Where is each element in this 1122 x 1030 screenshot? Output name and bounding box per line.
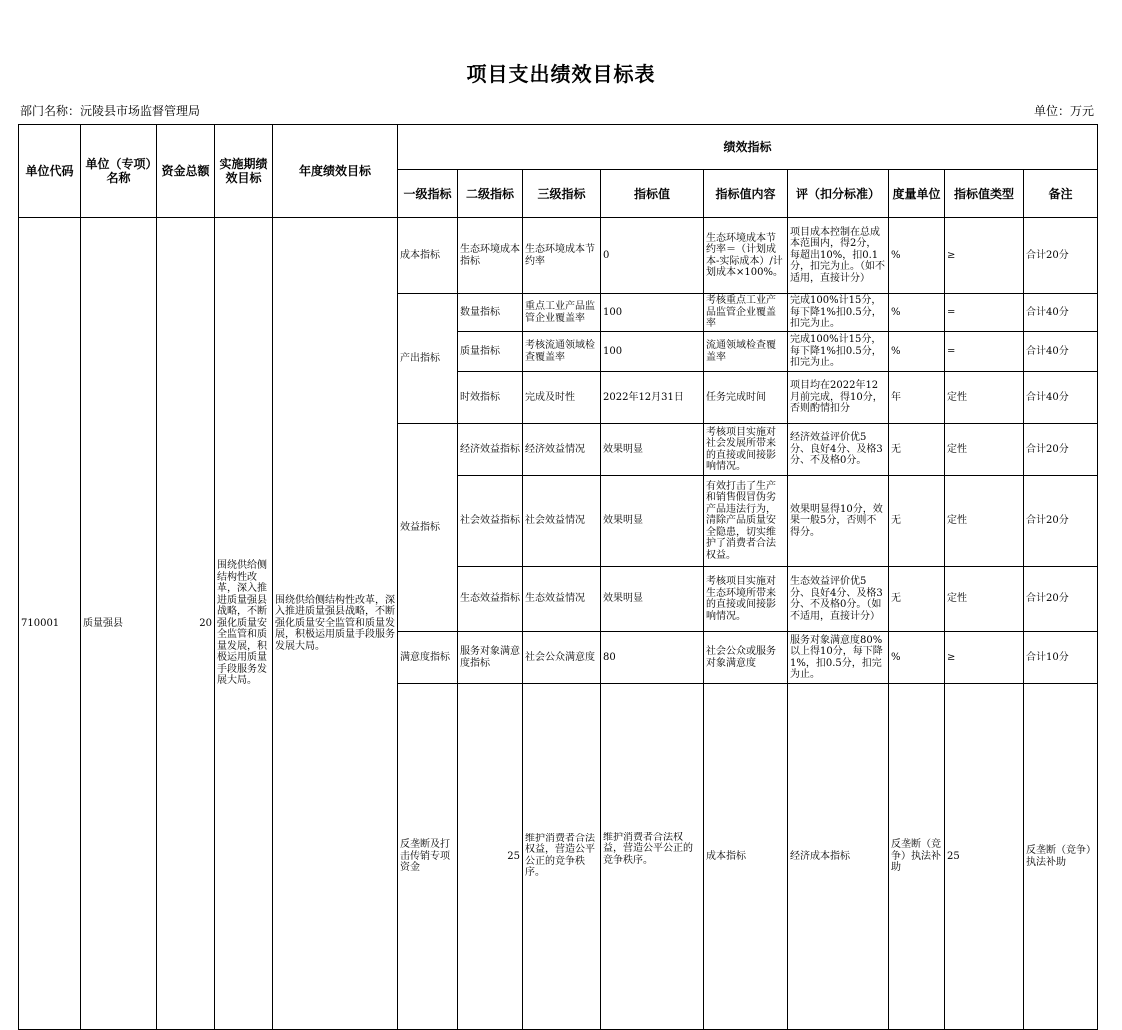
value-cell: 0	[601, 218, 704, 294]
scoring-cell: 完成100%计15分，每下降1%扣0.5分，扣完为止。	[788, 332, 889, 372]
level3-cell: 社会公众满意度	[523, 632, 601, 684]
unit-code-cell: 710001	[19, 218, 81, 1030]
unit-cell: %	[889, 332, 945, 372]
scoring-cell: 项目成本控制在总成本范围内，得2分，每超出10%，扣0.1分，扣完为止。（如不适用，直接计分）	[788, 218, 889, 294]
scoring-cell: 完成100%计15分，每下降1%扣0.5分，扣完为止。	[788, 294, 889, 332]
annual-goal-cell: 围绕供给侧结构性改革，深入推进质量强县战略，不断强化质量安全监管和质量发展，积极运用质量手段服务发展大局。	[273, 218, 398, 1030]
header-content: 指标值内容	[704, 170, 788, 218]
remark-cell: 合计10分	[1024, 632, 1098, 684]
level2-cell: 经济成本指标	[788, 684, 889, 1030]
scoring-cell: 项目均在2022年12月前完成，得10分，否则酌情扣分	[788, 372, 889, 424]
content-cell: 流通领域检查覆盖率	[704, 332, 788, 372]
header-remark: 备注	[1024, 170, 1098, 218]
scoring-cell: 生态效益评价优5分、良好4分、及格3分、不及格0分。（如不适用，直接计分）	[788, 567, 889, 632]
annual-goal-cell	[601, 684, 704, 1030]
header-value-type: 指标值类型	[945, 170, 1024, 218]
page-title: 项目支出绩效目标表	[466, 62, 656, 86]
level1-cell: 效益指标	[398, 424, 458, 632]
level1-cell: 满意度指标	[398, 632, 458, 684]
unit-cell: 年	[889, 372, 945, 424]
remark-cell: 合计40分	[1024, 372, 1098, 424]
value-cell: 效果明显	[601, 476, 704, 567]
type-cell: =	[945, 332, 1024, 372]
header-annual-goal: 年度绩效目标	[273, 125, 398, 218]
level3-cell: 完成及时性	[523, 372, 601, 424]
performance-table	[18, 124, 1098, 1030]
level3-cell: 经济效益情况	[523, 424, 601, 476]
level2-cell: 经济效益指标	[458, 424, 523, 476]
scoring-cell: 经济效益评价优5分、良好4分、及格3分、不及格0分。	[788, 424, 889, 476]
level2-cell: 质量指标	[458, 332, 523, 372]
header-total-funds: 资金总额	[157, 125, 215, 218]
header-unit-code: 单位代码	[19, 125, 81, 218]
value-cell: 100	[601, 332, 704, 372]
content-cell: 考核重点工业产品监管企业覆盖率	[704, 294, 788, 332]
level2-cell: 时效指标	[458, 372, 523, 424]
content-cell: 有效打击了生产和销售假冒伪劣产品违法行为，清除产品质量安全隐患，切实维护了消费者合法权益。	[704, 476, 788, 567]
level1-cell: 成本指标	[398, 218, 458, 294]
header-unit-name: 单位（专项）名称	[81, 125, 157, 218]
level2-cell: 生态环境成本指标	[458, 218, 523, 294]
scoring-cell: 服务对象满意度80%以上得10分，每下降1%，扣0.5分，扣完为止。	[788, 632, 889, 684]
remark-cell: 合计20分	[1024, 218, 1098, 294]
project-name-cell: 质量强县	[81, 218, 157, 1030]
level3-cell: 考核流通领域检查覆盖率	[523, 332, 601, 372]
content-cell: 生态环境成本节约率＝（计划成本-实际成本）/计划成本×100%。	[704, 218, 788, 294]
type-cell: ≥	[945, 632, 1024, 684]
level2-cell: 社会效益指标	[458, 476, 523, 567]
type-cell: 定性	[945, 424, 1024, 476]
value-cell: 100	[601, 294, 704, 332]
period-goal-cell: 围绕供给侧结构性改革，深入推进质量强县战略，不断强化质量安全监管和质量发展，积极运用质量手段服务发展大局。	[215, 218, 273, 1030]
unit-cell: %	[889, 632, 945, 684]
unit-cell: 无	[889, 567, 945, 632]
header-value: 指标值	[601, 170, 704, 218]
remark-cell: 合计20分	[1024, 424, 1098, 476]
value-cell: 80	[601, 632, 704, 684]
header-level3: 三级指标	[523, 170, 601, 218]
header-level2: 二级指标	[458, 170, 523, 218]
level3-cell: 生态效益情况	[523, 567, 601, 632]
scoring-cell: 效果明显得10分，效果一般5分，否则不得分。	[788, 476, 889, 567]
header-scoring: 评（扣分标准）	[788, 170, 889, 218]
value-cell: 2022年12月31日	[601, 372, 704, 424]
level3-cell: 社会效益情况	[523, 476, 601, 567]
remark-cell: 合计40分	[1024, 294, 1098, 332]
annual-goal-text: 维护消费者合法权益，营造公平公正的竞争秩序。	[603, 831, 693, 866]
content-cell: 考核项目实施对生态环境所带来的直接或间接影响情况。	[704, 567, 788, 632]
project-name-cell: 反垄断及打击传销专项资金	[398, 684, 458, 1030]
type-cell: =	[945, 294, 1024, 332]
content-cell: 社会公众或服务对象满意度	[704, 632, 788, 684]
period-goal-cell	[523, 684, 601, 1030]
unit-cell: %	[889, 294, 945, 332]
table-row	[19, 218, 1098, 294]
unit-cell: %	[889, 218, 945, 294]
level2-cell: 服务对象满意度指标	[458, 632, 523, 684]
value-cell: 效果明显	[601, 424, 704, 476]
level3-cell: 重点工业产品监管企业覆盖率	[523, 294, 601, 332]
unit-cell: 无	[889, 476, 945, 567]
period-goal-text: 维护消费者合法权益，营造公平公正的竞争秩序。	[525, 832, 595, 878]
level2-cell: 数量指标	[458, 294, 523, 332]
header-period-goal: 实施期绩效目标	[215, 125, 273, 218]
currency-unit: 单位：万元	[1033, 104, 1094, 118]
type-cell: 定性	[945, 567, 1024, 632]
content-cell: 任务完成时间	[704, 372, 788, 424]
content-cell: 考核项目实施对社会发展所带来的直接或间接影响情况。	[704, 424, 788, 476]
level3-cell: 生态环境成本节约率	[523, 218, 601, 294]
value-cell: 效果明显	[601, 567, 704, 632]
level3-cell: 反垄断（竞争）执法补助	[889, 684, 945, 1030]
project-funds-cell: 25	[458, 684, 523, 1030]
header-level1: 一级指标	[398, 170, 458, 218]
remark-cell: 合计40分	[1024, 332, 1098, 372]
level1-cell: 成本指标	[704, 684, 788, 1030]
value-cell: 25	[945, 684, 1024, 1030]
type-cell: 定性	[945, 372, 1024, 424]
level1-cell: 产出指标	[398, 294, 458, 424]
department-name: 部门名称：沅陵县市场监督管理局	[20, 104, 201, 118]
remark-cell: 合计20分	[1024, 476, 1098, 567]
remark-cell: 合计20分	[1024, 567, 1098, 632]
unit-cell: 无	[889, 424, 945, 476]
type-cell: 定性	[945, 476, 1024, 567]
header-indicators: 绩效指标	[398, 125, 1098, 170]
content-cell: 反垄断（竞争）执法补助	[1024, 684, 1098, 1030]
header-measure-unit: 度量单位	[889, 170, 945, 218]
level2-cell: 生态效益指标	[458, 567, 523, 632]
project-funds-cell: 20	[157, 218, 215, 1030]
type-cell: ≥	[945, 218, 1024, 294]
